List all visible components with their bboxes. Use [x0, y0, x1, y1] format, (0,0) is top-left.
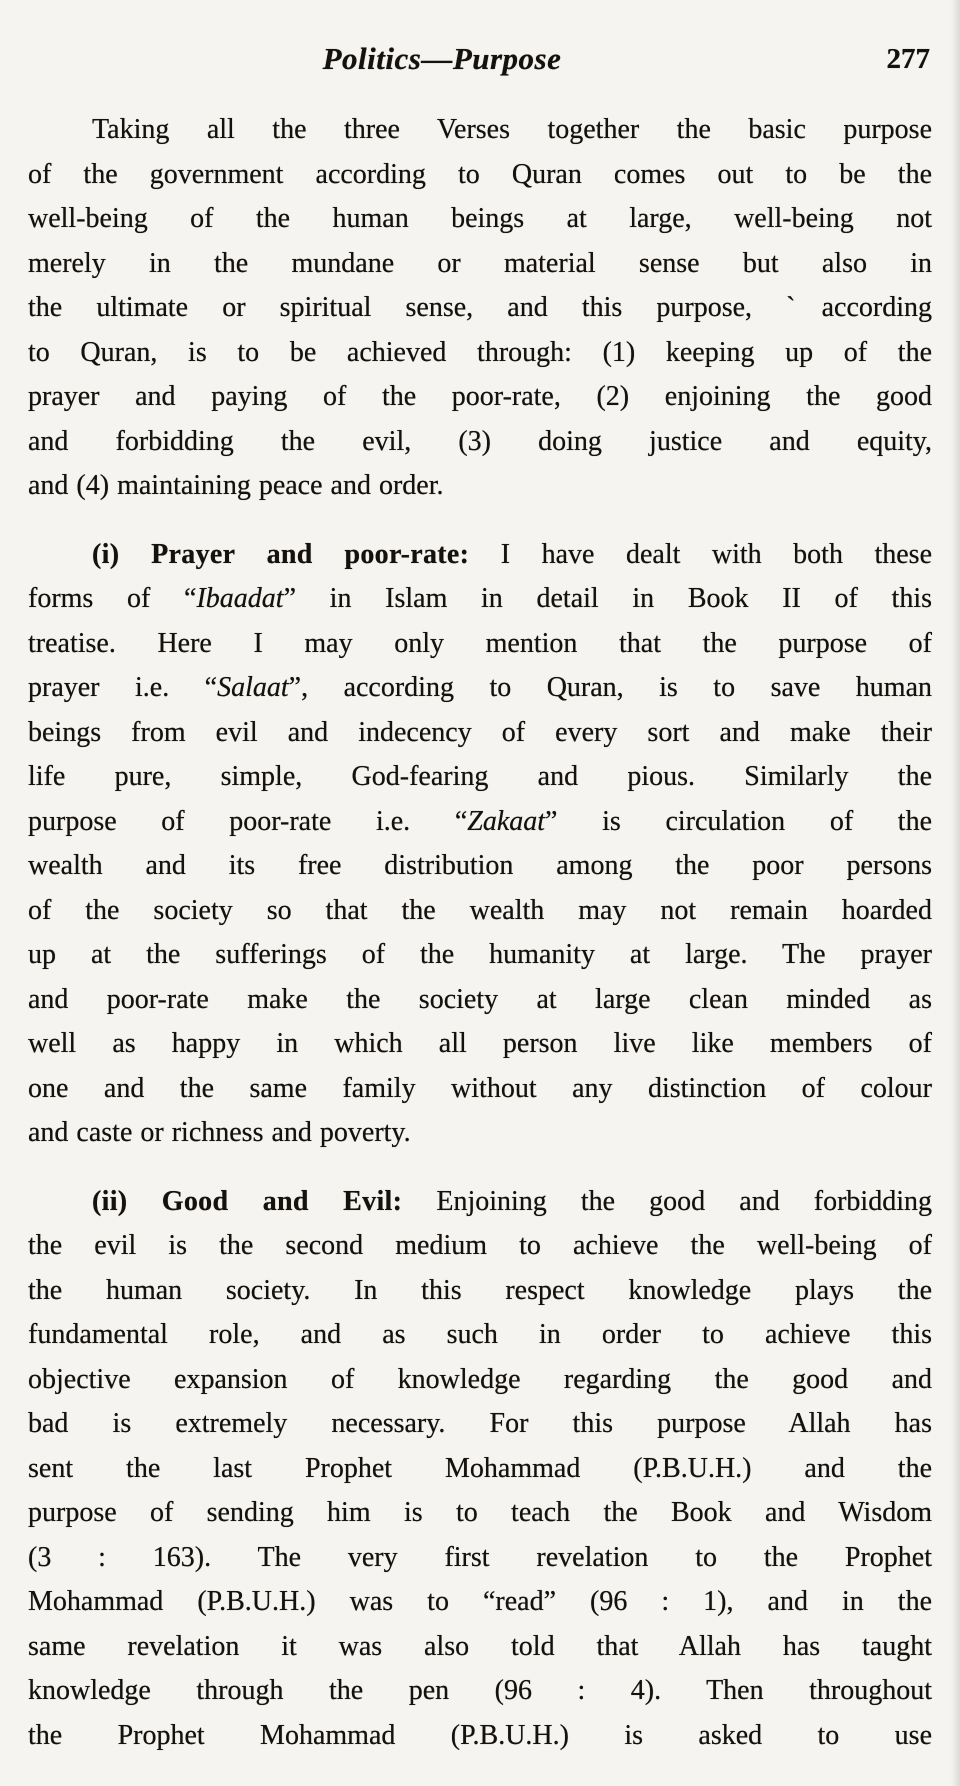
text-line: (3 : 163). The very first revelation to the Prophet [28, 1541, 932, 1573]
text-line: well as happy in which all person live like members of [28, 1028, 932, 1059]
paragraph [28, 108, 932, 509]
text-line: one and the same family without any distinction of colour [28, 1072, 932, 1104]
text-line: forms of “Ibaadat” in Islam in detail in Book II of this [28, 583, 932, 614]
text-line: merely in the mundane or material sense but also in [28, 247, 932, 279]
text-line: wealth and its free distribution among the poor persons [28, 850, 932, 881]
text-line: and (4) maintaining peace and order. [28, 470, 444, 501]
text-line: sent the last Prophet Mohammad (P.B.U.H.) and the [28, 1452, 932, 1484]
text-line: the Prophet Mohammad (P.B.U.H.) is asked to use [28, 1719, 932, 1751]
text-line: to Quran, is to be achieved through: (1) keeping up of the [28, 336, 932, 368]
running-header [28, 0, 932, 88]
text-line: same revelation it was also told that Allah has taught [28, 1630, 932, 1662]
text-line: life pure, simple, God-fearing and pious. Similarly the [28, 761, 932, 792]
text-line: (ii) Good and Evil: Enjoining the good and forbidding [92, 1185, 932, 1217]
text-line: prayer and paying of the poor-rate, (2) enjoining the good [28, 381, 932, 412]
text-line: treatise. Here I may only mention that the purpose of [28, 627, 932, 659]
text-line: knowledge through the pen (96 : 4). Then throughout [28, 1675, 932, 1706]
text-line: and caste or richness and poverty. [28, 1117, 411, 1148]
text-line: up at the sufferings of the humanity at large. The prayer [28, 939, 932, 970]
text-line: Mohammad (P.B.U.H.) was to “read” (96 : 1), and in the [28, 1586, 932, 1617]
page-body [28, 108, 932, 1758]
text-line: objective expansion of knowledge regarding the good and [28, 1363, 932, 1395]
text-line: the human society. In this respect knowledge plays the [28, 1274, 932, 1306]
text-line: the ultimate or spiritual sense, and this purpose, ˋaccording [28, 292, 932, 323]
running-title: Politics—Purpose [322, 41, 562, 76]
text-line: (i) Prayer and poor-rate: I have dealt with both these [92, 538, 932, 570]
paragraph [28, 1180, 932, 1759]
text-line: purpose of sending him is to teach the Book and Wisdom [28, 1497, 932, 1528]
text-line: beings from evil and indecency of every sort and make their [28, 716, 932, 748]
text-line: and poor-rate make the society at large clean minded as [28, 983, 932, 1015]
text-line: the evil is the second medium to achieve the well-being of [28, 1230, 932, 1261]
paragraph [28, 533, 932, 1156]
text-line: well-being of the human beings at large, well-being not [28, 203, 932, 234]
text-line: fundamental role, and as such in order to achieve this [28, 1319, 932, 1350]
text-line: purpose of poor-rate i.e. “Zakaat” is circulation of the [28, 805, 933, 837]
text-line: prayer i.e. “Salaat”, according to Quran, is to save human [28, 672, 933, 703]
page-number: 277 [886, 43, 930, 75]
text-line: and forbidding the evil, (3) doing justice and equity, [28, 425, 932, 457]
text-line: of the government according to Quran comes out to be the [28, 158, 932, 190]
text-line: Taking all the three Verses together the basic purpose [92, 114, 932, 145]
text-line: of the society so that the wealth may not remain hoarded [28, 894, 932, 926]
text-line: bad is extremely necessary. For this purpose Allah has [28, 1408, 932, 1439]
